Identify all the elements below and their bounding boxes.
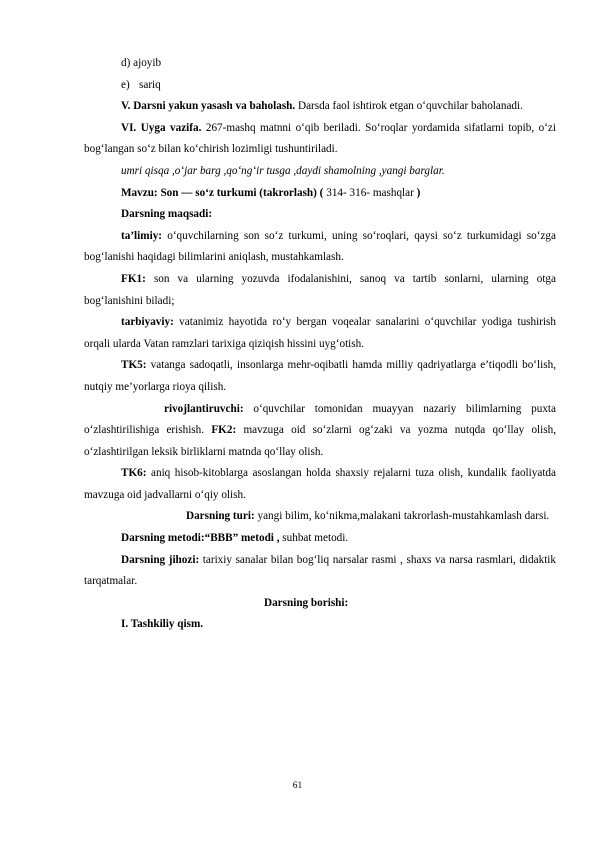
goal-fk2-text: mavzuga oid so‘zlarni og‘zaki va yozma nutqda qo‘llay olish, o‘zlashtirilgan leksik birliklarni matnda qo‘llay olish. <box>84 424 556 458</box>
option-e-text: sariq <box>139 78 161 91</box>
lesson-method <box>84 528 556 550</box>
goals-heading: Darsning maqsadi: <box>121 208 213 221</box>
section-v-text: Darsda faol ishtirok etgan o‘quvchilar baholanadi. <box>295 100 523 113</box>
goal-fk1 <box>84 269 556 312</box>
option-e <box>84 75 556 97</box>
organizational-part-heading: I. Tashkiliy qism. <box>121 618 204 631</box>
goal-tarbiyaviy-label: tarbiyaviy: <box>121 316 174 329</box>
section-vi <box>84 118 556 161</box>
goal-rivojlantiruvchi-label: rivojlantiruvchi: <box>164 402 244 415</box>
lesson-equipment-text: tarixiy sanalar bilan bog‘liq narsalar rasmi , shaxs va narsa rasmlari, didaktik tarqatmalar. <box>84 553 557 588</box>
goal-talimiy-label: ta’limiy: <box>121 229 163 242</box>
lesson-topic-close: ) <box>416 186 421 199</box>
option-e-label: e) <box>121 78 130 91</box>
section-vi-label: VI. Uyga vazifa. <box>121 121 202 134</box>
goal-rivojlantiruvchi <box>84 399 556 464</box>
goal-tarbiyaviy-text: vatanimiz hayotida ro‘y bergan voqealar sanalarini o‘quvchilar yodiga tushirish orqali ularda Vatan ramzlari tarixiga qiziqish hissini uyg‘otish. <box>84 316 556 350</box>
lesson-topic-pages: 314- 316- mashqlar <box>323 186 417 199</box>
lesson-topic-label: Mavzu: Son — so‘z turkumi (takrorlash) ( <box>121 186 324 199</box>
goal-fk1-text: son va ularning yozuvda ifodalanishini, sanoq va tartib sonlarni, ularning otga bog‘lanishini biladi; <box>84 272 556 307</box>
italic-example-line: umri qisqa ,o‘jar barg ,qo‘ng‘ir tusga ,daydi shamolning ,yangi barglar. <box>121 164 445 177</box>
goal-tk5 <box>84 355 556 398</box>
lesson-equipment-label: Darsning jihozi: <box>121 553 200 566</box>
lesson-type <box>84 506 556 528</box>
section-v <box>84 96 556 118</box>
goal-tarbiyaviy <box>84 312 556 355</box>
section-v-label: V. Darsni yakun yasash va baholash. <box>121 100 296 113</box>
lesson-type-text: yangi bilim, ko‘nikma,malakani takrorlash-mustahkamlash darsi. <box>254 510 550 523</box>
lesson-method-text: suhbat metodi. <box>279 532 349 545</box>
goal-talimiy-text: o‘quvchilarning son so‘z turkumi, uning so‘roqlari, qaysi so‘z turkumidagi so‘zga bog‘lanishi haqidagi bilimlarini aniqlash, mustahkamlash. <box>84 229 556 264</box>
lesson-equipment <box>84 550 556 593</box>
page-number: 61 <box>292 781 303 791</box>
lesson-method-label: Darsning metodi:“BBB” metodi , <box>121 532 280 545</box>
goal-tk5-text: vatanga sadoqatli, insonlarga mehr-oqibatli hamda milliy qadriyatlarga e’tiqodli bo‘lish, nutqiy me’yorlarga rioya qilish. <box>84 359 556 393</box>
option-d: d) ajoyib <box>121 57 162 69</box>
lesson-type-label: Darsning turi: <box>186 510 255 523</box>
section-vi-text: 267-mashq matnni o‘qib beriladi. So‘roqlar yordamida sifatlarni topib, o‘zi bog‘langan so‘z bilan ko‘chirish lozimligi tushuntiriladi. <box>84 121 557 156</box>
goal-talimiy <box>84 226 556 269</box>
goal-fk2-label: FK2: <box>204 424 237 437</box>
lesson-topic <box>84 183 556 205</box>
goal-fk1-label: FK1: <box>121 272 146 285</box>
lesson-progress-heading: Darsning borishi: <box>264 596 349 609</box>
page-content <box>84 53 556 636</box>
goal-tk6-text: aniq hisob-kitoblarga asoslangan holda shaxsiy rejalarni tuza olish, kundalik faoliyatda mavzuga oid jadvallarni o‘qiy olish. <box>84 467 556 501</box>
goal-tk5-label: TK5: <box>121 359 147 372</box>
goal-tk6 <box>84 463 556 506</box>
goal-tk6-label: TK6: <box>121 467 147 480</box>
goal-rivojlantiruvchi-text: o‘quvchilar tomonidan muayyan nazariy bilimlarning puxta o‘zlashtirilishiga erishish. <box>84 402 556 437</box>
